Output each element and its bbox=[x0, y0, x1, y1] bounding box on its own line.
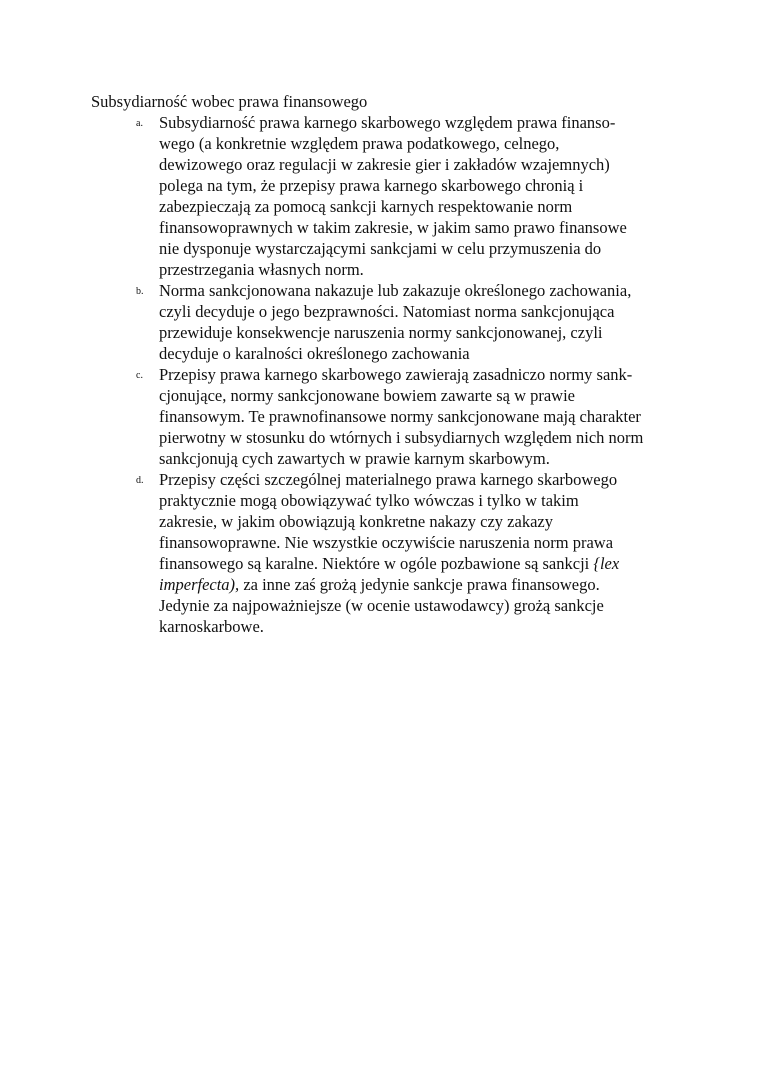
list-item-text bbox=[159, 112, 679, 280]
text-line: Przepisy części szczególnej materialnego prawa karnego skarbowego bbox=[159, 470, 618, 489]
text-line: finansowoprawnych w takim zakresie, w jakim samo prawo finansowe bbox=[159, 218, 627, 237]
text-line: Przepisy prawa karnego skarbowego zawierają zasadniczo normy sank- bbox=[159, 365, 633, 384]
list-marker: c. bbox=[136, 370, 143, 381]
text-line: Jedynie za najpoważniejsze (w ocenie ustawodawcy) grożą sankcje bbox=[159, 596, 604, 615]
text-line: pierwotny w stosunku do wtórnych i subsydiarnych względem nich norm bbox=[159, 428, 644, 447]
list-item-a bbox=[0, 112, 679, 280]
text-line bbox=[159, 574, 679, 595]
text-line: polega na tym, że przepisy prawa karnego skarbowego chronią i bbox=[159, 176, 584, 195]
item-list bbox=[0, 112, 760, 637]
text-line: finansowoprawne. Nie wszystkie oczywiście naruszenia norm prawa bbox=[159, 533, 614, 552]
text-line: zabezpieczają za pomocą sankcji karnych respektowanie norm bbox=[159, 197, 573, 216]
text-run: za inne zaś grożą jedynie sankcje prawa finansowego. bbox=[239, 575, 600, 594]
italic-text-run: {lex bbox=[593, 554, 620, 573]
list-marker: d. bbox=[136, 475, 144, 486]
text-line: przewiduje konsekwencje naruszenia normy sankcjonowanej, czyli bbox=[159, 323, 603, 342]
list-item-text bbox=[159, 469, 679, 637]
list-item-d bbox=[0, 469, 679, 637]
text-line: Subsydiarność prawa karnego skarbowego względem prawa finanso- bbox=[159, 113, 616, 132]
list-item-text bbox=[159, 280, 679, 364]
list-marker: b. bbox=[136, 286, 144, 297]
text-line: finansowym. Te prawnofinansowe normy sankcjonowane mają charakter bbox=[159, 407, 641, 426]
text-line: cjonujące, normy sankcjonowane bowiem zawarte są w prawie bbox=[159, 386, 576, 405]
text-line: czyli decyduje o jego bezprawności. Natomiast norma sankcjonująca bbox=[159, 302, 615, 321]
text-line: Norma sankcjonowana nakazuje lub zakazuje określonego zachowania, bbox=[159, 281, 632, 300]
text-line: sankcjonują cych zawartych w prawie karnym skarbowym. bbox=[159, 449, 550, 468]
list-item-text bbox=[159, 364, 679, 469]
text-line bbox=[159, 553, 679, 574]
text-run: finansowego są karalne. Niektóre w ogóle pozbawione są sankcji bbox=[159, 554, 594, 573]
text-line: praktycznie mogą obowiązywać tylko wówczas i tylko w takim bbox=[159, 491, 579, 510]
list-marker: a. bbox=[136, 118, 143, 129]
text-line: nie dysponuje wystarczającymi sankcjami w celu przymuszenia do bbox=[159, 239, 602, 258]
text-line: przestrzegania własnych norm. bbox=[159, 260, 364, 279]
text-line: dewizowego oraz regulacji w zakresie gier i zakładów wzajemnych) bbox=[159, 155, 610, 174]
text-line: karnoskarbowe. bbox=[159, 617, 264, 636]
italic-text-run: imperfecta), bbox=[159, 575, 240, 594]
document-title: Subsydiarność wobec prawa finansowego bbox=[91, 92, 368, 111]
text-line: zakresie, w jakim obowiązują konkretne nakazy czy zakazy bbox=[159, 512, 553, 531]
text-line: wego (a konkretnie względem prawa podatkowego, celnego, bbox=[159, 134, 560, 153]
list-item-c bbox=[0, 364, 679, 469]
text-line: decyduje o karalności określonego zachowania bbox=[159, 344, 470, 363]
list-item-b bbox=[0, 280, 679, 364]
